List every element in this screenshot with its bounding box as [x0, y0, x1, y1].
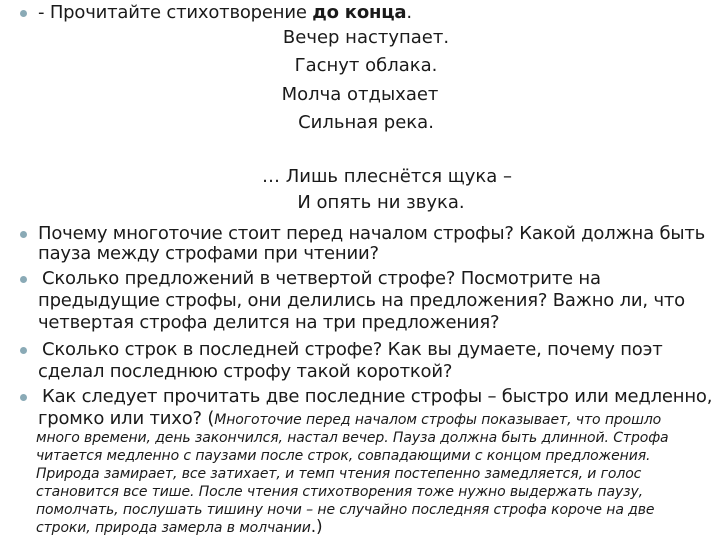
question-line-prefix: громко или тихо? (	[38, 408, 215, 429]
answer-line: много времени, день закончился, настал вечер. Пауза должна быть длинной. Строфа	[36, 430, 669, 446]
answer-line: Природа замирает, все затихает, и темп чтения постепенно замедляется, и голос	[36, 466, 642, 482]
question-line: четвертая строфа делится на три предложения?	[38, 312, 500, 333]
answer-line: читается медленно с паузами после строк, совпадающими с концом предложения.	[36, 448, 651, 464]
question-line: предыдущие строфы, они делились на предложения? Важно ли, что	[38, 290, 685, 311]
question-line: Почему многоточие стоит перед началом строфы? Какой должна быть	[38, 223, 706, 244]
answer-line: становится все тише. После чтения стихотворения тоже нужно выдержать паузу,	[36, 484, 644, 500]
answer-line: помолчать, послушать тишину ночи – не случайно последняя строфа короче на две	[36, 502, 655, 518]
intro-bold: до конца	[312, 2, 407, 23]
answer-close: .)	[310, 517, 323, 537]
question-line: Сколько предложений в четвертой строфе? Посмотрите на	[42, 268, 601, 289]
poem-line: Сильная река.	[298, 112, 434, 133]
answer-note: Многоточие перед началом строфы показывает, что прошло	[214, 412, 662, 428]
question-line: сделал последнюю строфу такой короткой?	[38, 361, 453, 382]
bullet-icon	[20, 347, 27, 354]
poem-line: Гаснут облака.	[294, 55, 438, 76]
bullet-icon	[20, 394, 27, 401]
question-line: Сколько строк в последней строфе? Как вы думаете, почему поэт	[42, 339, 663, 360]
question-line: пауза между строфами при чтении?	[38, 243, 379, 264]
question-line: Как следует прочитать две последние строфы – быстро или медленно,	[42, 386, 713, 407]
bullet-icon	[20, 276, 27, 283]
poem-line: И опять ни звука.	[297, 192, 465, 213]
intro-prefix: - Прочитайте стихотворение	[38, 2, 313, 23]
bullet-icon	[20, 10, 27, 17]
intro-text	[38, 2, 710, 24]
answer-line-last	[36, 519, 716, 538]
intro-suffix: .	[406, 2, 412, 23]
question-line	[38, 408, 710, 431]
poem-line: Вечер наступает.	[282, 27, 450, 48]
answer-last-text: строки, природа замерла в молчании	[36, 520, 311, 536]
poem-line: Молча отдыхает	[281, 84, 439, 105]
poem-line: … Лишь плеснётся щука –	[261, 166, 512, 187]
bullet-icon	[20, 231, 27, 238]
